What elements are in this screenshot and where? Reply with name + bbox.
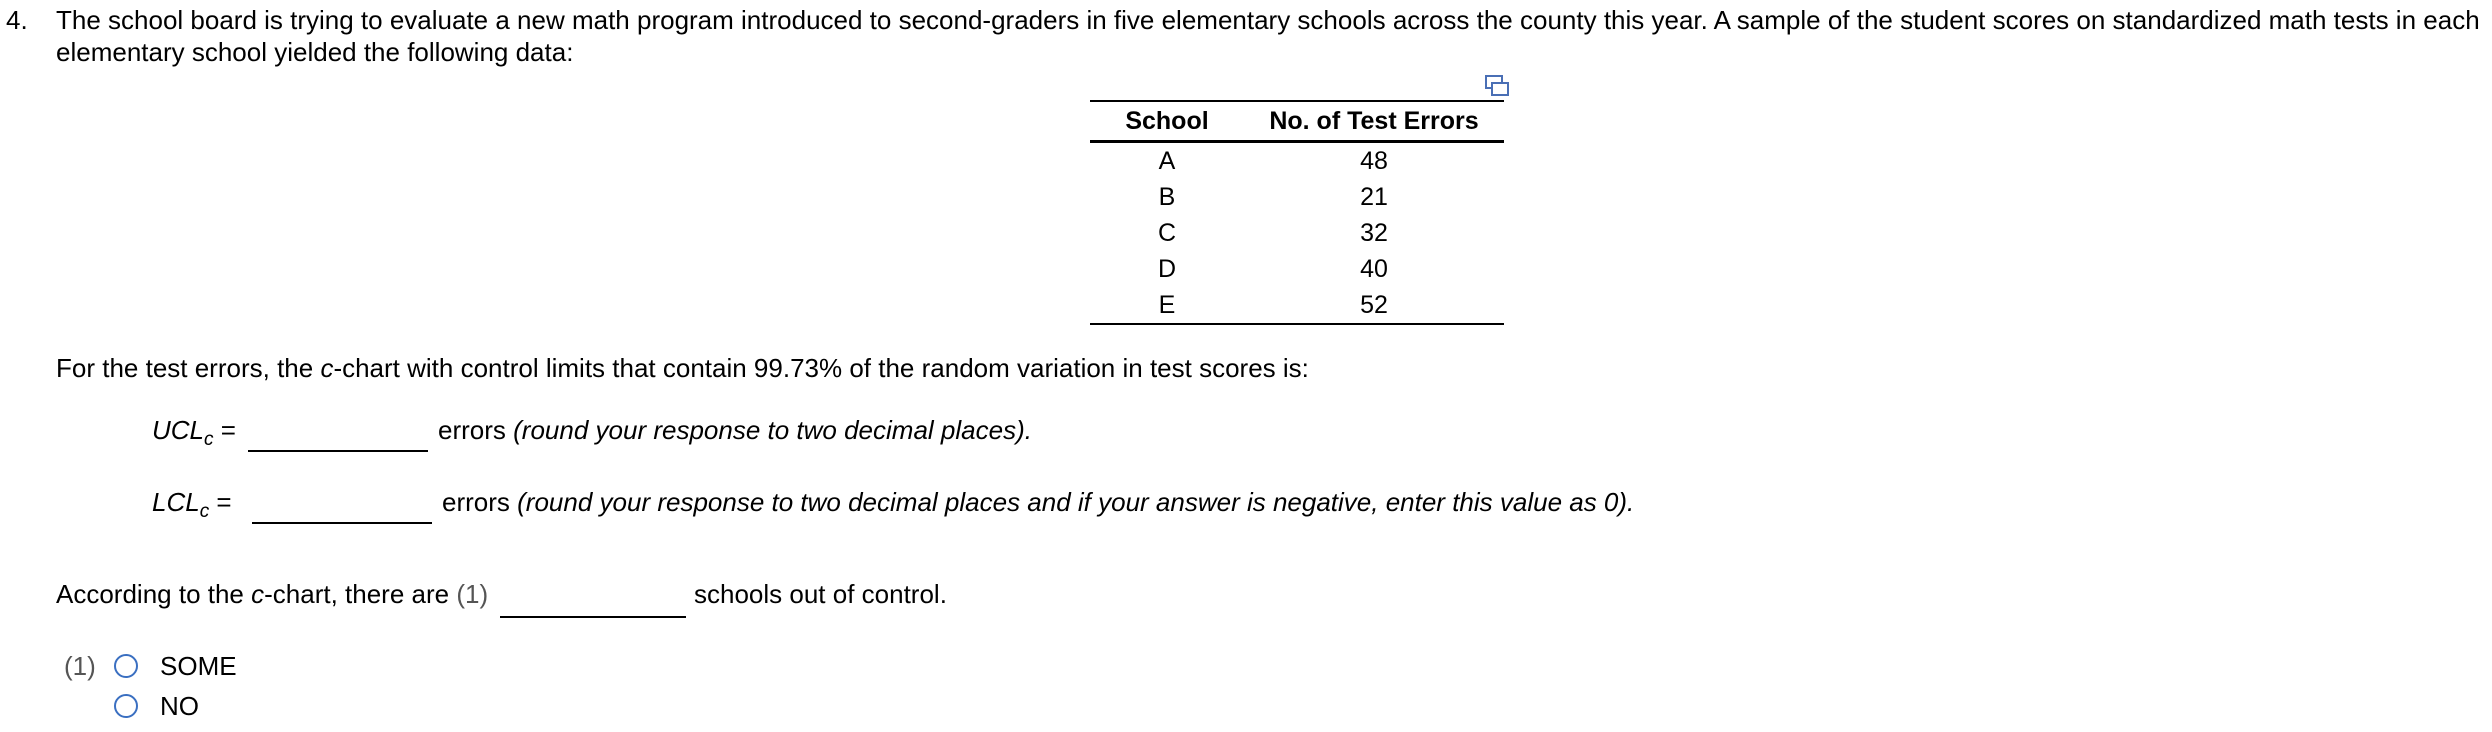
intro-suffix: -chart with control limits that contain 99.73% of the random variation in test scores is: [333, 353, 1309, 383]
table-row [1090, 179, 1504, 215]
cell-school: A [1158, 146, 1176, 175]
according-middle: -chart, there are [264, 579, 457, 609]
cell-school: B [1158, 182, 1176, 211]
cell-errors: 52 [1244, 287, 1504, 324]
cell-errors: 32 [1360, 218, 1388, 247]
table-row [1090, 215, 1504, 251]
cell-school: C [1157, 218, 1177, 247]
lcl-hint [442, 486, 1634, 518]
table-header-row [1090, 101, 1504, 142]
table-row [1090, 251, 1504, 287]
ucl-equals: = [213, 415, 236, 445]
question-number: 4. [6, 5, 28, 35]
question-text: The school board is trying to evaluate a new math program introduced to second-graders in five elementary schools across the county this year. A sample of the student scores on standardized math tests in each elementary school yielded the following data: [56, 5, 2480, 67]
radio-no[interactable] [114, 694, 138, 718]
cell-errors: 40 [1360, 254, 1388, 283]
lcl-input[interactable] [252, 492, 432, 524]
lcl-equals: = [209, 487, 232, 517]
ucl-label-sub: c [204, 429, 214, 450]
ucl-hint-text: (round your response to two decimal places). [513, 415, 1032, 445]
intro-c: c [320, 353, 334, 383]
option-no-label[interactable]: NO [160, 691, 199, 721]
lcl-unit: errors [442, 487, 510, 517]
ucl-hint [438, 414, 1032, 446]
schools-dropdown-blank[interactable] [500, 586, 686, 618]
lcl-label [152, 486, 232, 528]
options-ref: (1) [64, 651, 96, 681]
copy-table-icon[interactable] [1484, 72, 1510, 98]
according-prefix: According to the [56, 579, 252, 609]
column-header-errors: No. of Test Errors [1244, 101, 1504, 142]
lcl-label-sub: c [199, 501, 210, 522]
according-suffix: schools out of control. [694, 579, 947, 609]
according-text [56, 578, 488, 610]
according-c: c [251, 579, 265, 609]
table-row [1090, 142, 1504, 180]
option-some-label[interactable]: SOME [160, 651, 237, 681]
data-table [1090, 100, 1504, 325]
table-row [1090, 287, 1504, 324]
ucl-label [152, 414, 236, 456]
ucl-input[interactable] [248, 420, 428, 452]
intro-text [56, 352, 1309, 384]
ucl-label-main: UCL [152, 415, 205, 445]
intro-prefix: For the test errors, the [56, 353, 321, 383]
column-header-school: School [1090, 101, 1244, 142]
lcl-hint-text: (round your response to two decimal places and if your answer is negative, enter this value as 0). [517, 487, 1635, 517]
ucl-unit: errors [438, 415, 506, 445]
cell-errors: 48 [1360, 146, 1388, 175]
radio-some[interactable] [114, 654, 138, 678]
lcl-label-main: LCL [152, 487, 200, 517]
cell-errors: 21 [1360, 182, 1388, 211]
according-ref: (1) [456, 579, 489, 609]
cell-school: D [1157, 254, 1177, 283]
cell-school: E [1090, 287, 1244, 324]
